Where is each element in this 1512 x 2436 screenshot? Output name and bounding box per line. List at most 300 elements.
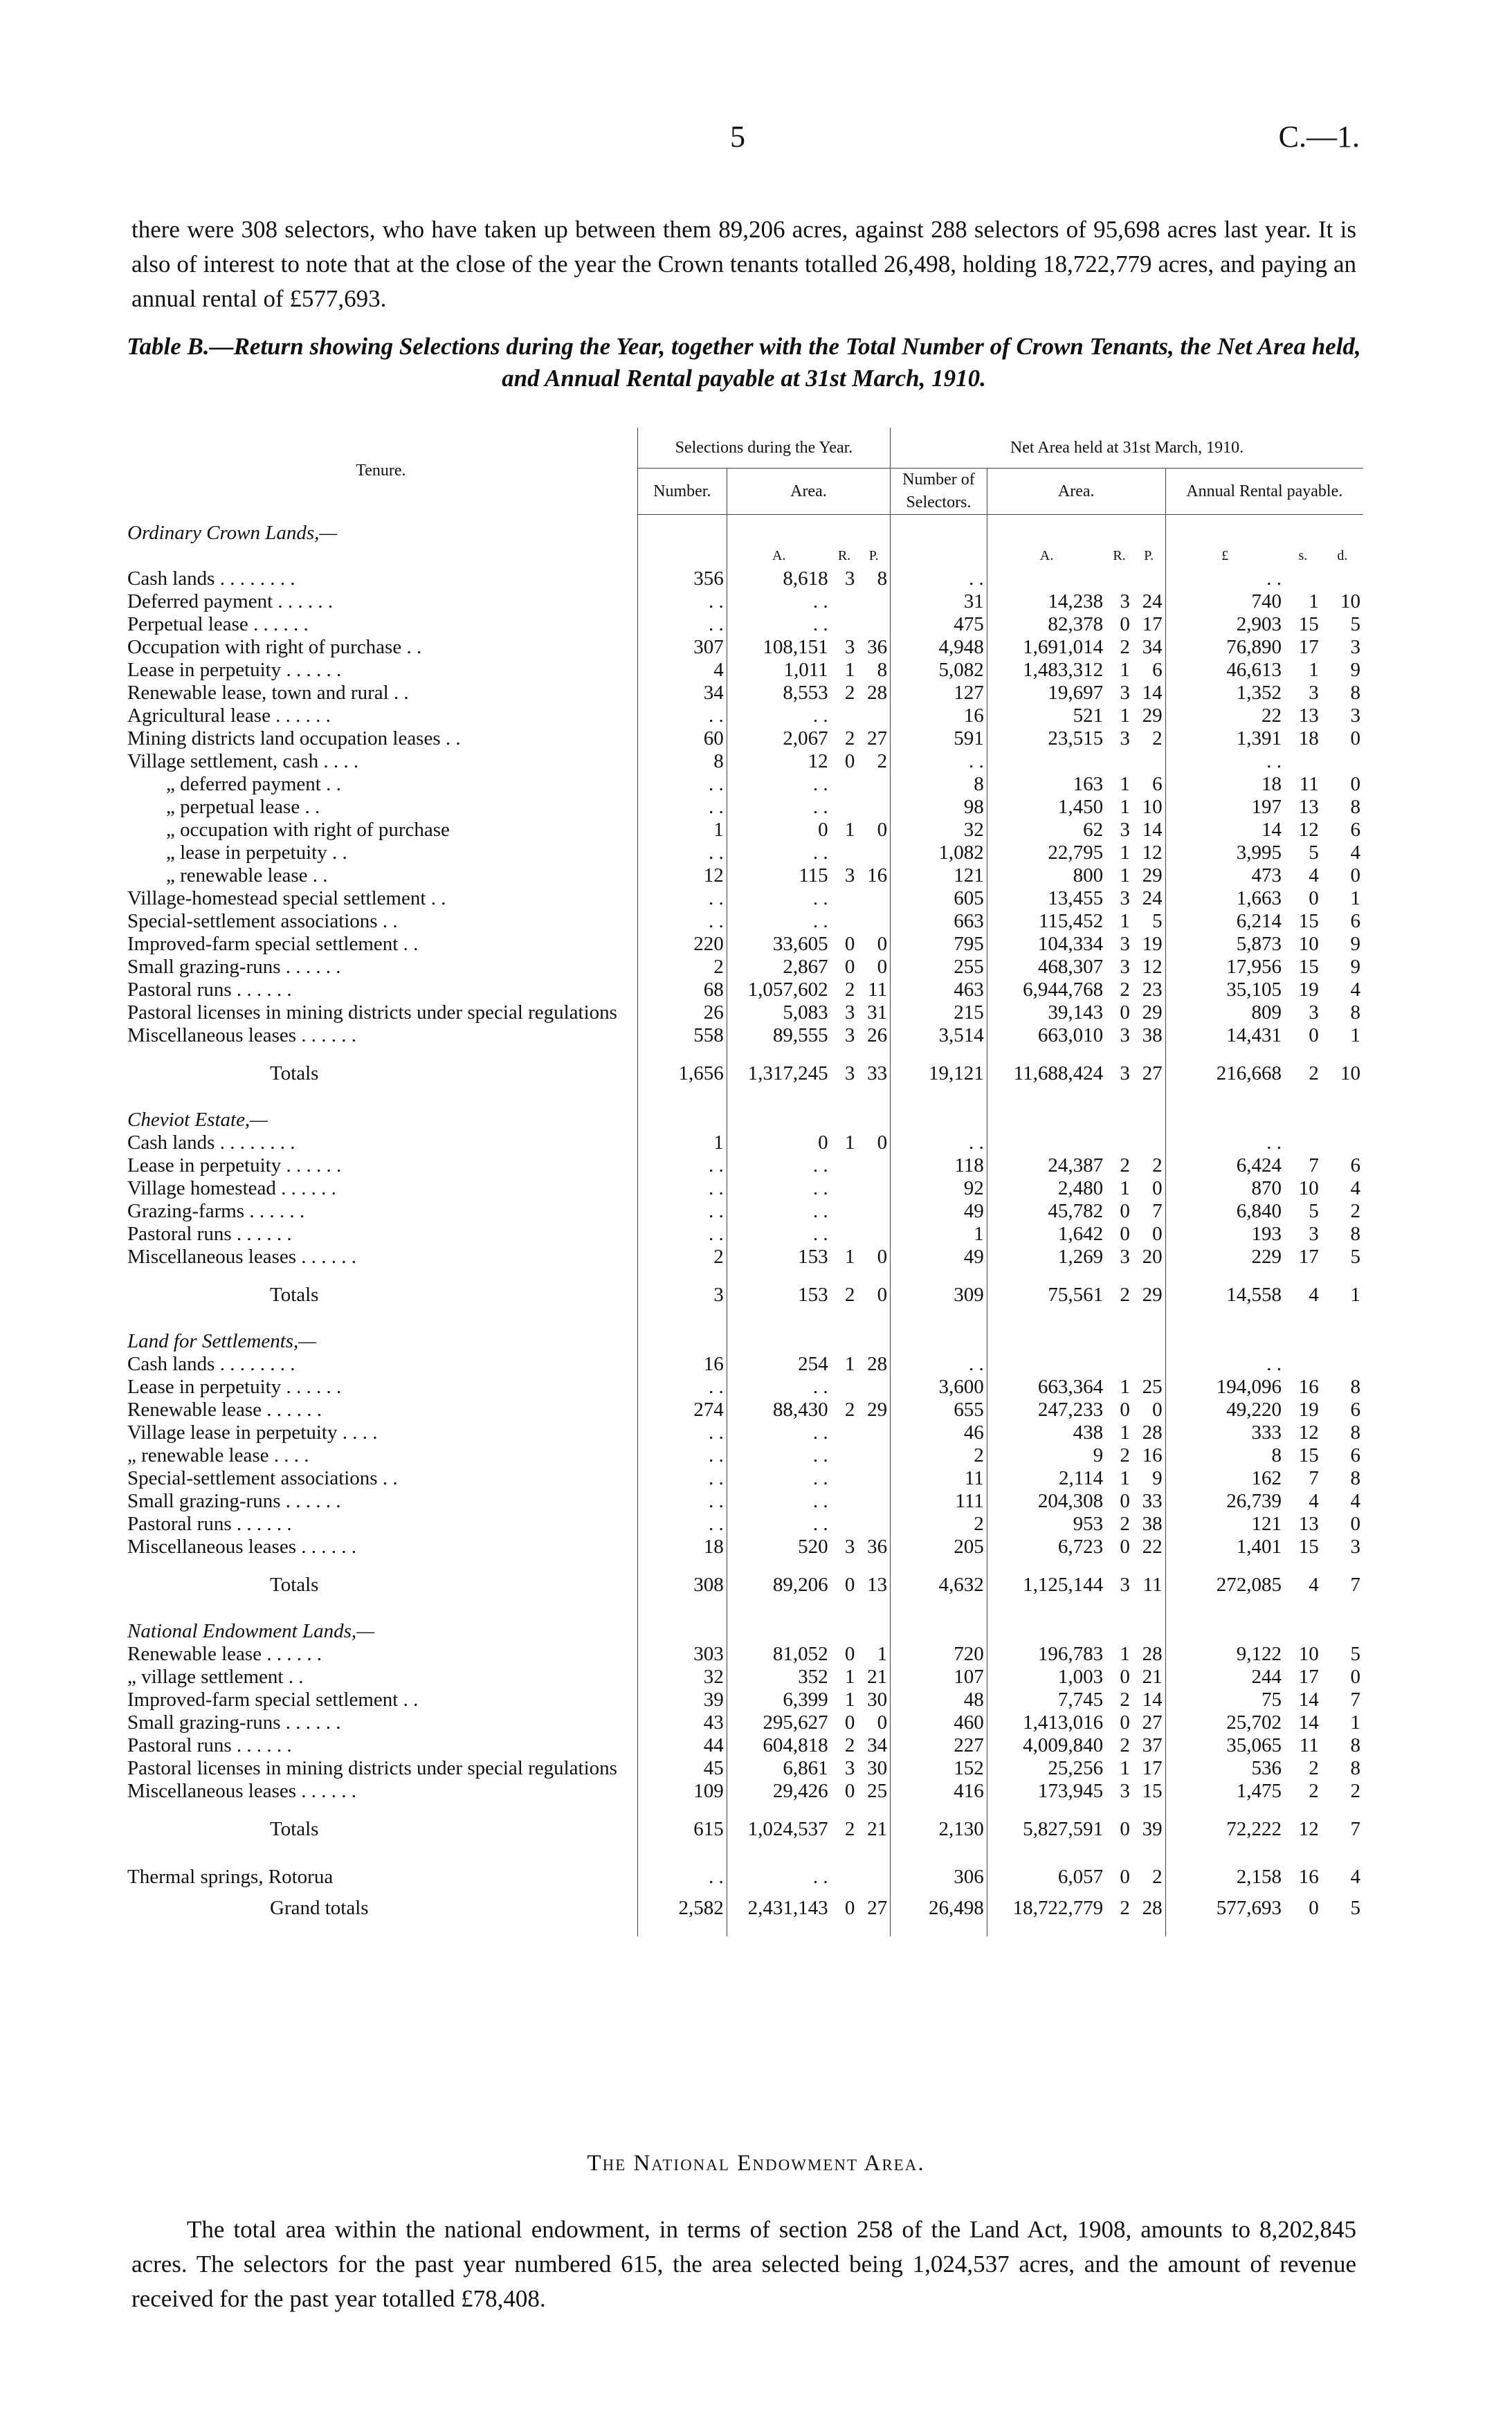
cell-na: 163 [987, 773, 1106, 796]
section-title-row [125, 1613, 1363, 1643]
cell-r: 2 [844, 1734, 855, 1756]
cell-nr: 0 [1120, 1535, 1130, 1558]
cell-np: 29 [1142, 704, 1163, 727]
empty-cell [637, 1613, 727, 1643]
cell-l: 49,220 [1165, 1399, 1284, 1421]
tenure-cell: Miscellaneous leases . . . . . . [127, 1024, 357, 1046]
tenure-cell: Pastoral licenses in mining districts under special regulations [127, 1001, 617, 1024]
cell-d: 4 [1350, 1489, 1360, 1512]
cell-p: 25 [867, 1779, 888, 1802]
tenure-cell: „ renewable lease . . . . [127, 1444, 309, 1466]
table-row [125, 1536, 1363, 1558]
cell-n: 1,656 [637, 1047, 727, 1102]
cell-r [831, 1490, 858, 1513]
cell-r: 0 [844, 1711, 855, 1734]
cell-r [831, 910, 858, 933]
cell-s: 2 [1309, 1062, 1319, 1084]
cell-a: 1,011 [727, 659, 830, 682]
cell-p [857, 1200, 890, 1223]
tenure-cell: „ deferred payment . . [166, 772, 341, 795]
cell-l: 6,214 [1165, 910, 1284, 933]
unit-label: s. [1298, 547, 1308, 563]
cell-l: 162 [1165, 1467, 1284, 1490]
cell-p: 27 [867, 1896, 888, 1919]
cell-n: 307 [637, 636, 727, 659]
cell-p [857, 590, 890, 613]
cell-s: 3 [1309, 681, 1319, 704]
empty-cell [987, 1613, 1106, 1643]
cell-n: 109 [637, 1780, 727, 1803]
cell-n: 68 [637, 979, 727, 1001]
cell-a: . . [727, 1154, 830, 1177]
cell-d: 9 [1350, 932, 1360, 955]
cell-na: 39,143 [987, 1001, 1106, 1024]
cell-nr: 1 [1120, 704, 1130, 727]
section-title: Cheviot Estate,— [127, 1108, 268, 1131]
cell-ns: . . [891, 750, 987, 773]
cell-d: 5 [1350, 612, 1360, 635]
cell-p: 33 [867, 1062, 888, 1084]
crown-tenants-table [125, 428, 1363, 1936]
cell-r [831, 773, 858, 796]
unit-label: A. [727, 545, 830, 567]
cell-ns: 2 [891, 1444, 987, 1467]
cell-np: 6 [1152, 772, 1163, 795]
table-row [125, 956, 1363, 979]
cell-na: 1,450 [987, 796, 1106, 819]
table-row [125, 1353, 1363, 1376]
cell-l: 1,401 [1165, 1536, 1284, 1558]
table-row [125, 910, 1363, 933]
cell-d: 4 [1350, 841, 1360, 864]
cell-l: 14 [1165, 819, 1284, 842]
cell-l: 193 [1165, 1223, 1284, 1246]
col-header-area: Area. [727, 469, 890, 515]
cell-ns: 26,498 [891, 1889, 987, 1936]
cell-s: 16 [1298, 1375, 1319, 1398]
cell-s: 1 [1309, 590, 1319, 612]
cell-a: 0 [727, 819, 830, 842]
cell-nr: 3 [1120, 590, 1130, 612]
cell-l: 809 [1165, 1001, 1284, 1024]
tenure-cell: Small grazing-runs . . . . . . [127, 955, 341, 978]
col-header-selectors: Number of Selectors. [891, 469, 987, 515]
cell-a: 5,083 [727, 1001, 830, 1024]
units-row [125, 545, 1363, 567]
cell-ns: 416 [891, 1780, 987, 1803]
empty-cell [1322, 515, 1363, 545]
cell-r: 0 [844, 932, 855, 955]
cell-ns: 463 [891, 979, 987, 1001]
cell-p: 0 [877, 818, 888, 841]
cell-na: 22,795 [987, 842, 1106, 864]
cell-np: 29 [1142, 1283, 1163, 1306]
tenure-cell: Grand totals [270, 1896, 369, 1919]
table-row [125, 1857, 1363, 1889]
cell-s: 12 [1298, 818, 1319, 841]
table-row [125, 1131, 1363, 1154]
cell-s: 11 [1299, 1734, 1319, 1756]
table-row [125, 933, 1363, 956]
cell-na: 24,387 [987, 1154, 1106, 1177]
empty-cell [727, 1613, 830, 1643]
cell-nr: 2 [1120, 978, 1130, 1001]
tenure-cell: Village-homestead special settlement . . [127, 887, 446, 909]
cell-na [987, 750, 1106, 773]
cell-l: 216,668 [1165, 1047, 1284, 1102]
empty-cell [891, 1102, 987, 1131]
cell-n: 60 [637, 727, 727, 750]
cell-nr [1106, 1131, 1133, 1154]
cell-ns: 215 [891, 1001, 987, 1024]
cell-r: 3 [844, 864, 855, 887]
empty-cell [831, 1323, 858, 1353]
table-row [125, 819, 1363, 842]
tenure-cell: Renewable lease . . . . . . [127, 1642, 322, 1665]
cell-p: 36 [867, 1535, 888, 1558]
cell-r: 3 [844, 1535, 855, 1558]
cell-np: 22 [1142, 1535, 1163, 1558]
empty-cell [891, 1323, 987, 1353]
page-number: 5 [730, 120, 745, 154]
cell-r [831, 1376, 858, 1399]
cell-d: 2 [1350, 1199, 1360, 1222]
cell-l: 14,431 [1165, 1024, 1284, 1047]
cell-r [831, 842, 858, 864]
cell-s: 4 [1309, 1489, 1319, 1512]
cell-ns: 11 [891, 1467, 987, 1490]
cell-r [831, 705, 858, 727]
cell-s: 15 [1298, 909, 1319, 932]
cell-a: 8,553 [727, 682, 830, 705]
cell-na: 7,745 [987, 1689, 1106, 1711]
cell-d: 5 [1350, 1642, 1360, 1665]
cell-l: 17,956 [1165, 956, 1284, 979]
section-title: National Endowment Lands,— [127, 1619, 374, 1642]
cell-l: 1,352 [1165, 682, 1284, 705]
cell-p [857, 1513, 890, 1536]
cell-d: 0 [1350, 1665, 1360, 1688]
cell-r [831, 1421, 858, 1444]
cell-np: 12 [1142, 841, 1163, 864]
cell-a: 81,052 [727, 1643, 830, 1666]
cell-nr: 0 [1120, 1398, 1130, 1421]
cell-s: 10 [1298, 1642, 1319, 1665]
tenure-cell: Improved-farm special settlement . . [127, 1688, 419, 1711]
cell-p: 21 [867, 1665, 888, 1688]
cell-n: . . [637, 705, 727, 727]
cell-n: 34 [637, 682, 727, 705]
tenure-cell: Grazing-farms . . . . . . [127, 1199, 305, 1222]
cell-r [831, 1857, 858, 1889]
cell-ns: 3,600 [891, 1376, 987, 1399]
cell-n: . . [637, 1513, 727, 1536]
cell-ns: . . [891, 567, 987, 590]
cell-d: 8 [1350, 681, 1360, 704]
tenure-cell: Occupation with right of purchase . . [127, 635, 422, 658]
empty-cell [1284, 515, 1322, 545]
cell-na: 1,269 [987, 1246, 1106, 1269]
cell-r: 2 [844, 1398, 855, 1421]
cell-nr [1106, 1353, 1133, 1376]
cell-d: 5 [1350, 1245, 1360, 1268]
cell-na: 75,561 [987, 1269, 1106, 1323]
cell-l: 8 [1165, 1444, 1284, 1467]
empty-cell [1322, 1323, 1363, 1353]
tenure-cell: Totals [270, 1062, 319, 1084]
cell-a: 2,867 [727, 956, 830, 979]
cell-l: 1,391 [1165, 727, 1284, 750]
cell-ns: . . [891, 1131, 987, 1154]
total-row [125, 1889, 1363, 1936]
table-title: Table B.—Return showing Selections during the Year, together with the Total Number of Crown Tenants, the Net Area held, and Annual Rental payable at 31st March, 1910. [127, 333, 1361, 392]
cell-r: 1 [844, 1352, 855, 1375]
cell-d: 3 [1350, 1535, 1360, 1558]
table-row [125, 1024, 1363, 1047]
cell-s: 13 [1298, 795, 1319, 818]
cell-n: . . [637, 887, 727, 910]
cell-np: 7 [1152, 1199, 1163, 1222]
table-row [125, 796, 1363, 819]
cell-a: 1,024,537 [727, 1803, 830, 1857]
tenure-cell: Perpetual lease . . . . . . [127, 612, 309, 635]
cell-na: 6,944,768 [987, 979, 1106, 1001]
cell-d: 6 [1350, 909, 1360, 932]
cell-np: 9 [1152, 1466, 1163, 1489]
tenure-cell: Miscellaneous leases . . . . . . [127, 1245, 357, 1268]
cell-nr: 3 [1120, 1062, 1130, 1084]
cell-a: 33,605 [727, 933, 830, 956]
cell-l: 75 [1165, 1689, 1284, 1711]
table-row [125, 1421, 1363, 1444]
tenure-cell: Special-settlement associations . . [127, 1466, 398, 1489]
cell-n: 303 [637, 1643, 727, 1666]
cell-ns: 475 [891, 613, 987, 636]
cell-a: 1,317,245 [727, 1047, 830, 1102]
cell-r: 0 [844, 749, 855, 772]
cell-n: 16 [637, 1353, 727, 1376]
table-row [125, 773, 1363, 796]
cell-a: . . [727, 1513, 830, 1536]
total-row [125, 1803, 1363, 1857]
cell-p: 31 [867, 1001, 888, 1024]
tenure-cell: Pastoral licenses in mining districts under special regulations [127, 1756, 617, 1779]
cell-na: 1,483,312 [987, 659, 1106, 682]
cell-d: 4 [1350, 1176, 1360, 1199]
cell-r [831, 1444, 858, 1467]
table-row [125, 590, 1363, 613]
tenure-cell: Mining districts land occupation leases . . [127, 727, 461, 749]
cell-s: 17 [1298, 1245, 1319, 1268]
tenure-cell: Agricultural lease . . . . . . [127, 704, 331, 727]
cell-d: 3 [1350, 635, 1360, 658]
tenure-cell: Improved-farm special settlement . . [127, 932, 419, 955]
empty-cell [1165, 1323, 1284, 1353]
table-row [125, 750, 1363, 773]
cell-a: 520 [727, 1536, 830, 1558]
unit-label: P. [868, 547, 879, 563]
cell-np: 5 [1152, 909, 1163, 932]
total-row [125, 1269, 1363, 1323]
cell-p [857, 1467, 890, 1490]
cell-n: 8 [637, 750, 727, 773]
cell-l: 22 [1165, 705, 1284, 727]
cell-d: 1 [1350, 887, 1360, 909]
empty-cell [987, 1102, 1106, 1131]
cell-ns: 107 [891, 1666, 987, 1689]
cell-l: . . [1165, 1353, 1284, 1376]
cell-p [857, 1154, 890, 1177]
cell-nr: 1 [1120, 1756, 1130, 1779]
table-row [125, 636, 1363, 659]
cell-ns: 309 [891, 1269, 987, 1323]
cell-d: 7 [1350, 1688, 1360, 1711]
cell-d: 10 [1340, 1062, 1360, 1084]
cell-a: . . [727, 842, 830, 864]
cell-a: 12 [727, 750, 830, 773]
cell-n: . . [637, 1154, 727, 1177]
cell-na: 800 [987, 864, 1106, 887]
cell-n: 39 [637, 1689, 727, 1711]
cell-n: . . [637, 1857, 727, 1889]
cell-p: 16 [867, 864, 888, 887]
cell-ns: 4,948 [891, 636, 987, 659]
cell-n: 44 [637, 1734, 727, 1757]
cell-np: 37 [1142, 1734, 1163, 1756]
cell-r [831, 1513, 858, 1536]
cell-s: 16 [1298, 1865, 1319, 1888]
cell-na: 4,009,840 [987, 1734, 1106, 1757]
tenure-cell: Renewable lease, town and rural . . [127, 681, 409, 704]
cell-n: . . [637, 773, 727, 796]
cell-ns: 1 [891, 1223, 987, 1246]
cell-n: 26 [637, 1001, 727, 1024]
cell-l: 18 [1165, 773, 1284, 796]
cell-nr: 3 [1120, 1779, 1130, 1802]
cell-na: 11,688,424 [987, 1047, 1106, 1102]
cell-r: 0 [844, 1573, 855, 1596]
table-body [125, 515, 1363, 1936]
cell-a: 8,618 [727, 567, 830, 590]
table-row [125, 1734, 1363, 1757]
cell-p: 8 [877, 567, 888, 590]
cell-ns: 49 [891, 1246, 987, 1269]
cell-s: 2 [1309, 1756, 1319, 1779]
cell-ns: 306 [891, 1857, 987, 1889]
table-row [125, 659, 1363, 682]
empty-cell [987, 1323, 1106, 1353]
cell-np: 21 [1142, 1665, 1163, 1688]
cell-ns: 127 [891, 682, 987, 705]
cell-n: 45 [637, 1757, 727, 1780]
cell-d: 6 [1350, 1154, 1360, 1176]
table-row [125, 1399, 1363, 1421]
cell-n: 2 [637, 956, 727, 979]
cell-a: . . [727, 1857, 830, 1889]
cell-r: 2 [844, 681, 855, 704]
cell-n: 615 [637, 1803, 727, 1857]
cell-a: 2,067 [727, 727, 830, 750]
tenure-cell: Totals [270, 1283, 319, 1306]
cell-np: 0 [1152, 1176, 1163, 1199]
cell-d: 8 [1350, 1466, 1360, 1489]
tenure-cell: Miscellaneous leases . . . . . . [127, 1535, 357, 1558]
cell-l: 46,613 [1165, 659, 1284, 682]
cell-ns: 227 [891, 1734, 987, 1757]
cell-np: 28 [1142, 1421, 1163, 1444]
cell-p: 2 [877, 749, 888, 772]
cell-nr: 3 [1120, 932, 1130, 955]
empty-cell [831, 1102, 858, 1131]
table-row [125, 1711, 1363, 1734]
cell-nr: 2 [1120, 1734, 1130, 1756]
cell-a: 254 [727, 1353, 830, 1376]
cell-r: 2 [844, 727, 855, 749]
col-header-selections: Selections during the Year. [637, 428, 890, 469]
cell-n: 558 [637, 1024, 727, 1047]
cell-n: . . [637, 1467, 727, 1490]
intro-paragraph: there were 308 selectors, who have taken up between them 89,206 acres, against 288 selectors of 95,698 acres last year. It is also of interest to note that at the close of the year the Crown tenants totalled 26,498, holding 18,722,779 acres, and paying an annual rental of £577,693. [131, 216, 1356, 312]
cell-r: 1 [844, 1131, 855, 1154]
col-header-rental: Annual Rental payable. [1165, 469, 1363, 515]
cell-l: 121 [1165, 1513, 1284, 1536]
cell-na: 9 [987, 1444, 1106, 1467]
cell-ns: 591 [891, 727, 987, 750]
empty-cell [857, 1102, 890, 1131]
page-header [0, 119, 1512, 161]
cell-na: 173,945 [987, 1780, 1106, 1803]
cell-s: 15 [1298, 1444, 1319, 1466]
cell-na: 62 [987, 819, 1106, 842]
cell-a: . . [727, 796, 830, 819]
cell-n: . . [637, 910, 727, 933]
cell-s: 0 [1309, 887, 1319, 909]
table-row [125, 1444, 1363, 1467]
cell-p [857, 796, 890, 819]
cell-a: 153 [727, 1269, 830, 1323]
cell-l: 870 [1165, 1177, 1284, 1200]
cell-nr: 1 [1120, 1421, 1130, 1444]
cell-ns: 1,082 [891, 842, 987, 864]
cell-na [987, 1353, 1106, 1376]
cell-s [1284, 750, 1322, 773]
cell-a: . . [727, 773, 830, 796]
cell-ns: 152 [891, 1757, 987, 1780]
tenure-cell: Cash lands . . . . . . . . [127, 1352, 295, 1375]
cell-ns: 3,514 [891, 1024, 987, 1047]
cell-p: 0 [877, 1131, 888, 1154]
cell-d [1322, 1131, 1363, 1154]
cell-n: 12 [637, 864, 727, 887]
tenure-cell: „ renewable lease . . [166, 864, 328, 887]
cell-r: 3 [844, 1756, 855, 1779]
cell-a: . . [727, 705, 830, 727]
cell-a: . . [727, 1223, 830, 1246]
empty-cell [1106, 515, 1133, 545]
cell-ns: 2,130 [891, 1803, 987, 1857]
cell-ns: 121 [891, 864, 987, 887]
empty-cell [831, 1613, 858, 1643]
cell-n: 220 [637, 933, 727, 956]
cell-a: . . [727, 1177, 830, 1200]
cell-nr: 3 [1120, 955, 1130, 978]
cell-na: 438 [987, 1421, 1106, 1444]
cell-np: 28 [1142, 1896, 1163, 1919]
cell-na: 953 [987, 1513, 1106, 1536]
table-row [125, 1643, 1363, 1666]
cell-l: 473 [1165, 864, 1284, 887]
empty-cell [1322, 1613, 1363, 1643]
